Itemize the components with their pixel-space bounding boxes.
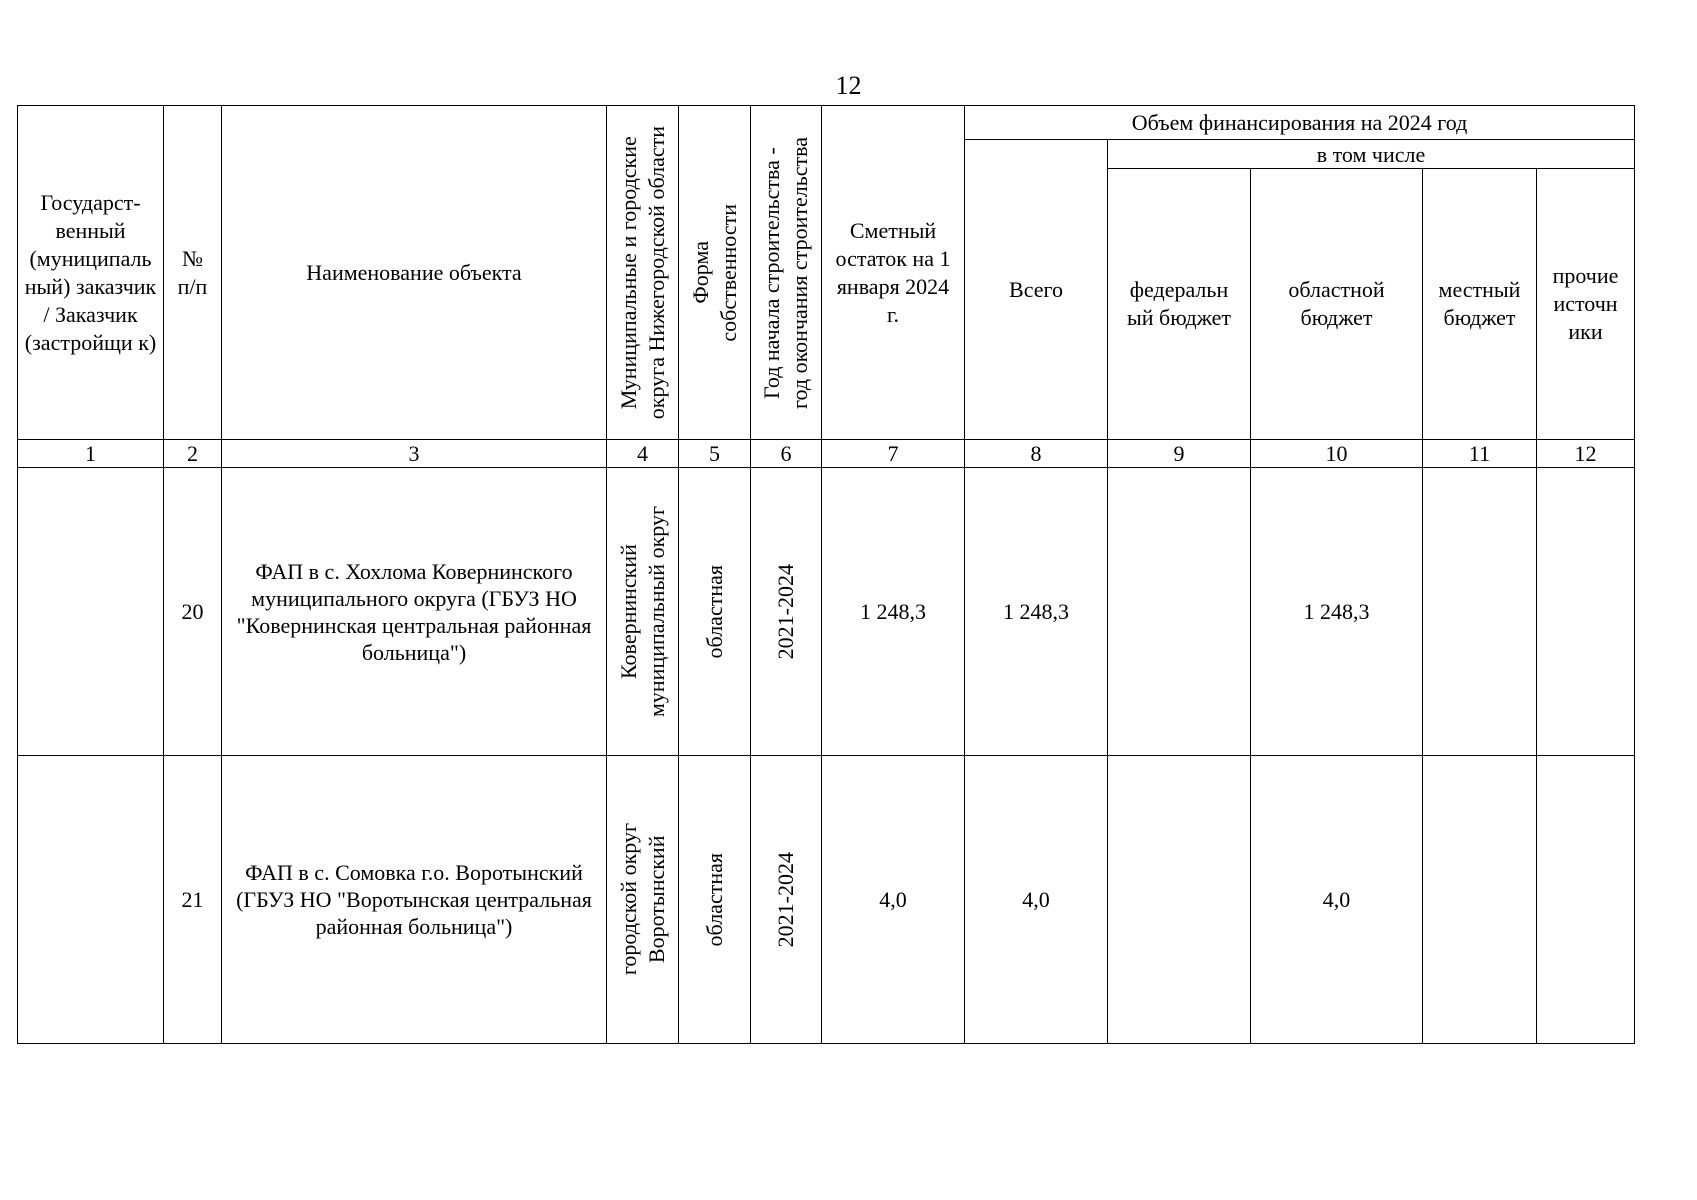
row-total: 4,0 (965, 756, 1108, 1044)
column-number: 2 (164, 440, 222, 468)
row-years-text: 2021-2024 (773, 851, 798, 948)
header-other: прочие источн ики (1537, 169, 1635, 440)
row-total: 1 248,3 (965, 468, 1108, 756)
column-number: 7 (822, 440, 965, 468)
column-number: 1 (18, 440, 164, 468)
header-financing: Объем финансирования на 2024 год (965, 106, 1635, 140)
row-ownership (679, 468, 751, 756)
row-years (751, 756, 822, 1044)
row-federal (1108, 756, 1251, 1044)
header-years-line-2: год окончания строительства (787, 136, 812, 409)
row-municipality-line-1: Ковернинский (615, 544, 641, 679)
header-customer: Государст-венный (муниципаль ный) заказчик / Заказчик (застройщи к) (18, 106, 164, 440)
column-number: 6 (751, 440, 822, 468)
row-balance: 1 248,3 (822, 468, 965, 756)
row-other (1537, 756, 1635, 1044)
row-ownership-text: областная (701, 564, 727, 659)
row-local (1423, 756, 1537, 1044)
row-ownership-text: областная (701, 852, 727, 947)
row-years-text: 2021-2024 (773, 563, 798, 660)
row-municipality-line-2: Воротынский (643, 835, 669, 964)
header-federal: федеральн ый бюджет (1108, 169, 1251, 440)
header-municipality-line-1: Муниципальные и городские (615, 136, 641, 409)
header-ownership (679, 106, 751, 440)
column-number: 12 (1537, 440, 1635, 468)
row-regional: 4,0 (1251, 756, 1423, 1044)
header-number: № п/п (164, 106, 222, 440)
row-other (1537, 468, 1635, 756)
header-row-1 (18, 106, 1635, 140)
header-years (751, 106, 822, 440)
column-number: 10 (1251, 440, 1423, 468)
row-ownership (679, 756, 751, 1044)
column-number: 5 (679, 440, 751, 468)
table-row (18, 468, 1635, 756)
row-local (1423, 468, 1537, 756)
row-customer (18, 756, 164, 1044)
column-number: 4 (607, 440, 679, 468)
financing-table (17, 105, 1635, 1044)
row-municipality (607, 468, 679, 756)
row-number: 21 (164, 756, 222, 1044)
column-number: 8 (965, 440, 1108, 468)
header-total: Всего (965, 140, 1108, 440)
row-years (751, 468, 822, 756)
header-ownership-line-1: Форма (687, 241, 713, 304)
row-municipality-line-1: городской округ (615, 823, 641, 976)
header-years-line-1: Год начала строительства - (759, 146, 784, 399)
row-municipality-line-2: муниципальный округ (643, 505, 669, 717)
header-object-name: Наименование объекта (222, 106, 607, 440)
row-number: 20 (164, 468, 222, 756)
header-municipality-line-2: округа Нижегородской области (643, 125, 669, 420)
row-customer (18, 468, 164, 756)
row-federal (1108, 468, 1251, 756)
table-row (18, 756, 1635, 1044)
header-balance: Сметный остаток на 1 января 2024 г. (822, 106, 965, 440)
header-including: в том числе (1108, 140, 1635, 169)
header-local: местный бюджет (1423, 169, 1537, 440)
header-ownership-line-2: собственности (715, 203, 741, 342)
header-regional: областной бюджет (1251, 169, 1423, 440)
row-object-name: ФАП в с. Сомовка г.о. Воротынский (ГБУЗ НО "Воротынская центральная районная больница") (222, 756, 607, 1044)
column-number: 11 (1423, 440, 1537, 468)
column-numbers-row (18, 440, 1635, 468)
row-balance: 4,0 (822, 756, 965, 1044)
row-object-name: ФАП в с. Хохлома Ковернинского муниципального округа (ГБУЗ НО "Ковернинская центральная районная больница") (222, 468, 607, 756)
header-municipality (607, 106, 679, 440)
column-number: 9 (1108, 440, 1251, 468)
row-municipality (607, 756, 679, 1044)
page-number: 12 (835, 71, 862, 100)
row-regional: 1 248,3 (1251, 468, 1423, 756)
column-number: 3 (222, 440, 607, 468)
